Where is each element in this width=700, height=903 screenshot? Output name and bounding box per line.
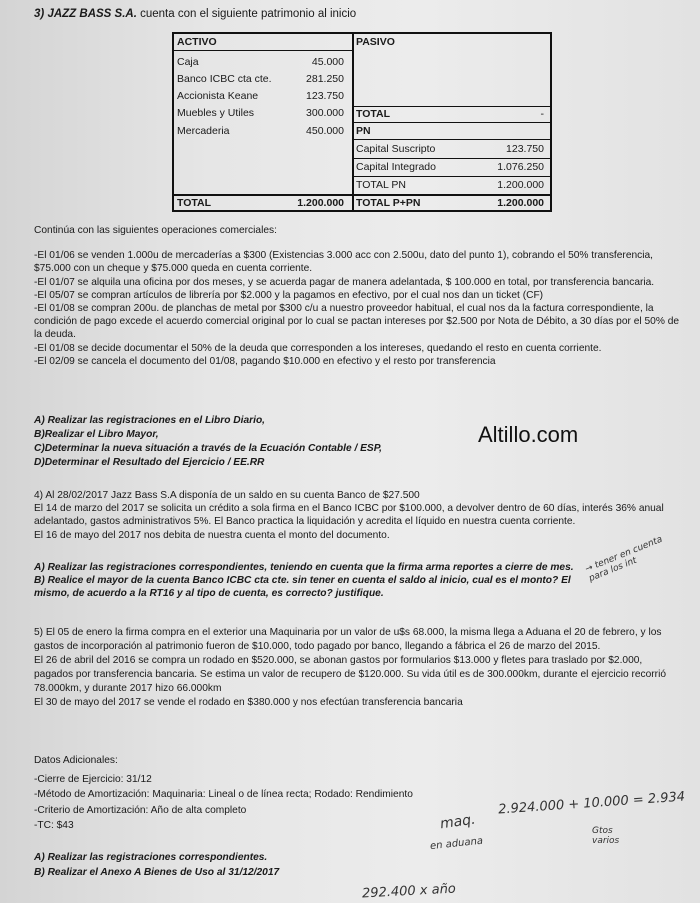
section-3-tasks bbox=[34, 414, 684, 470]
operations-intro: Continúa con las siguientes operaciones comerciales: bbox=[34, 225, 277, 236]
handwritten-maq: maq. bbox=[439, 811, 477, 833]
exercise-number: 3) bbox=[34, 8, 45, 20]
section-4-line: 4) Al 28/02/2017 Jazz Bass S.A disponía de un saldo en su cuenta Banco de $27.500 bbox=[34, 490, 420, 501]
total-pasivo-label: TOTAL bbox=[356, 108, 391, 120]
activo-item-caja-label: Caja bbox=[177, 56, 199, 68]
total-pasivo-value: - bbox=[540, 108, 544, 120]
balance-sheet-table bbox=[172, 32, 552, 212]
activo-item-banco-value: 281.250 bbox=[306, 73, 344, 85]
header-rule-left bbox=[174, 50, 352, 51]
title-rest: cuenta con el siguiente patrimonio al inicio bbox=[140, 8, 357, 20]
activo-item-mercaderia-value: 450.000 bbox=[306, 125, 344, 137]
operation-item: -El 02/09 se cancela el documento del 01/08, pagando $10.000 en efectivo y el resto por transferencia bbox=[34, 355, 496, 367]
handwritten-en-aduana: en aduana bbox=[429, 835, 484, 853]
additional-data-item: -Criterio de Amortización: Año de alta completo bbox=[34, 804, 247, 816]
handwritten-note-interests: → tener en cuenta para los int bbox=[583, 534, 664, 585]
section-5-task-b: B) Realizar el Anexo A Bienes de Uso al 31/12/2017 bbox=[34, 867, 280, 878]
task-item: B)Realizar el Libro Mayor, bbox=[34, 429, 159, 440]
activo-item-accionista-value: 123.750 bbox=[306, 90, 344, 102]
activo-item-muebles-value: 300.000 bbox=[306, 107, 344, 119]
activo-item-muebles-label: Muebles y Utiles bbox=[177, 107, 255, 119]
task-item: D)Determinar el Resultado del Ejercicio / EE.RR bbox=[34, 457, 265, 468]
total-pn-label: TOTAL PN bbox=[356, 179, 406, 191]
section-4-text bbox=[34, 489, 684, 542]
additional-data-item: -Cierre de Ejercicio: 31/12 bbox=[34, 773, 152, 785]
activo-item-banco-label: Banco ICBC cta cte. bbox=[177, 73, 272, 85]
exercise-3-title bbox=[34, 8, 356, 20]
activo-item-caja-value: 45.000 bbox=[311, 56, 344, 68]
total-activo-value: 1.200.000 bbox=[297, 197, 344, 209]
activo-header: ACTIVO bbox=[177, 36, 217, 48]
additional-data-item: -Método de Amortización: Maquinaria: Lineal o de línea recta; Rodado: Rendimiento bbox=[34, 789, 413, 800]
total-pn-value: 1.200.000 bbox=[497, 179, 544, 191]
rule-total-pasivo bbox=[352, 106, 550, 107]
section-5-task-a: A) Realizar las registraciones correspondientes. bbox=[34, 852, 268, 863]
pn-header: PN bbox=[356, 125, 371, 137]
rule-totals bbox=[174, 194, 550, 196]
rule-pn bbox=[352, 122, 550, 123]
section-5-line: El 30 de mayo del 2017 se vende el rodado en $380.000 y nos efectúan transferencia bancaria bbox=[34, 697, 463, 708]
task-item: C)Determinar la nueva situación a través de la Ecuación Contable / ESP, bbox=[34, 443, 383, 454]
rule-total-pn bbox=[352, 176, 550, 177]
section-5-tasks bbox=[34, 850, 454, 880]
handwritten-gtos-varios: Gtos varios bbox=[592, 826, 620, 846]
pn-item-integrado-value: 1.076.250 bbox=[497, 161, 544, 173]
total-ppn-value: 1.200.000 bbox=[497, 197, 544, 209]
section-3-operations bbox=[34, 224, 684, 368]
handwritten-bottom-note: 292.400 x año bbox=[361, 881, 457, 902]
additional-data-title: Datos Adicionales: bbox=[34, 755, 118, 766]
operation-item: -El 05/07 se compran artículos de librería por $2.000 y la pagamos en efectivo, por el cual nos dan un ticket (CF) bbox=[34, 289, 544, 301]
section-5-line: El 26 de abril del 2016 se compra un rodado en $520.000, se abonan gastos por formularios $13.000 y fletes para traslado por $2.000, pagados por transferencia bancaria. Se estima un valor de recupero de $120.000. Su vida útil es de 300.000km, durante el ejercicio recorrió 78.000km, y durante 2017 hizo 66.000km bbox=[34, 655, 667, 694]
section-5-text bbox=[34, 626, 684, 710]
operation-item: -El 01/06 se venden 1.000u de mercaderías a $300 (Existencias 3.000 acc con 2.500u, dato del punto 1), cobrando el 50% transferencia, $75.000 con un cheque y $75.000 queda en cuenta corriente. bbox=[34, 250, 654, 275]
section-5-line: 5) El 05 de enero la firma compra en el exterior una Maquinaria por un valor de u$s 68.000, la misma llega a Aduana el 20 de febrero, y los gastos de incorporación al patrimonio fueron de $10.000, todo pagado por banco, llegando a fábrica el 26 de marzo del 2015. bbox=[34, 627, 662, 652]
task-item: A) Realizar las registraciones en el Libro Diario, bbox=[34, 415, 265, 426]
section-4-line: El 16 de mayo del 2017 nos debita de nuestra cuenta el monto del documento. bbox=[34, 529, 390, 541]
operation-item: -El 01/08 se decide documentar el 50% de la deuda que corresponden a los intereses, quedando el resto en cuenta corriente. bbox=[34, 342, 602, 354]
total-activo-label: TOTAL bbox=[177, 197, 212, 209]
site-watermark: Altillo.com bbox=[478, 422, 579, 447]
section-4-task-a: A) Realizar las registraciones correspondientes, teniendo en cuenta que la firma arma reportes a cierre de mes. bbox=[34, 562, 574, 573]
section-4-tasks bbox=[34, 561, 594, 601]
operation-item: -El 01/07 se alquila una oficina por dos meses, y se acuerda pagar de manera adelantada, $ 100.000 en total, por transferencia bancaria. bbox=[34, 276, 655, 288]
handwritten-calculation: 2.924.000 + 10.000 = 2.934 bbox=[497, 789, 686, 818]
additional-data-item: -TC: $43 bbox=[34, 820, 74, 831]
company-name: JAZZ BASS S.A. bbox=[47, 8, 137, 20]
rule-cap-suscripto bbox=[352, 139, 550, 140]
pn-item-suscripto-label: Capital Suscripto bbox=[356, 143, 436, 155]
pn-item-integrado-label: Capital Integrado bbox=[356, 161, 436, 173]
total-ppn-label: TOTAL P+PN bbox=[356, 197, 421, 209]
activo-item-accionista-label: Accionista Keane bbox=[177, 90, 259, 102]
operation-item: -El 01/08 se compran 200u. de planchas de metal por $300 c/u a nuestro proveedor habitual, el cual nos da la factura correspondiente, la condición de pago excede el acuerdo comercial original por lo cual se pactan intereses por $2.500 por Nota de Débito, a 30 días por el 50% de la deuda. bbox=[34, 303, 680, 341]
section-4-task-b: B) Realice el mayor de la cuenta Banco ICBC cta cte. sin tener en cuenta el saldo al inicio, cual es el monto? El mismo, de acuerdo a la RT16 y al tipo de cuenta, es correcto? justifique. bbox=[34, 575, 571, 600]
activo-item-mercaderia-label: Mercaderia bbox=[177, 125, 230, 137]
pasivo-header: PASIVO bbox=[356, 36, 395, 48]
pn-item-suscripto-value: 123.750 bbox=[506, 143, 544, 155]
rule-cap-integrado bbox=[352, 158, 550, 159]
section-4-line: El 14 de marzo del 2017 se solicita un crédito a sola firma en el Banco ICBC por $100.000, a devolver dentro de 60 días, interés 36% anual adelantado, gastos administrativos 5%. El Banco practica la liquidación y acredita el líquido en nuestra cuenta corriente. bbox=[34, 503, 664, 528]
